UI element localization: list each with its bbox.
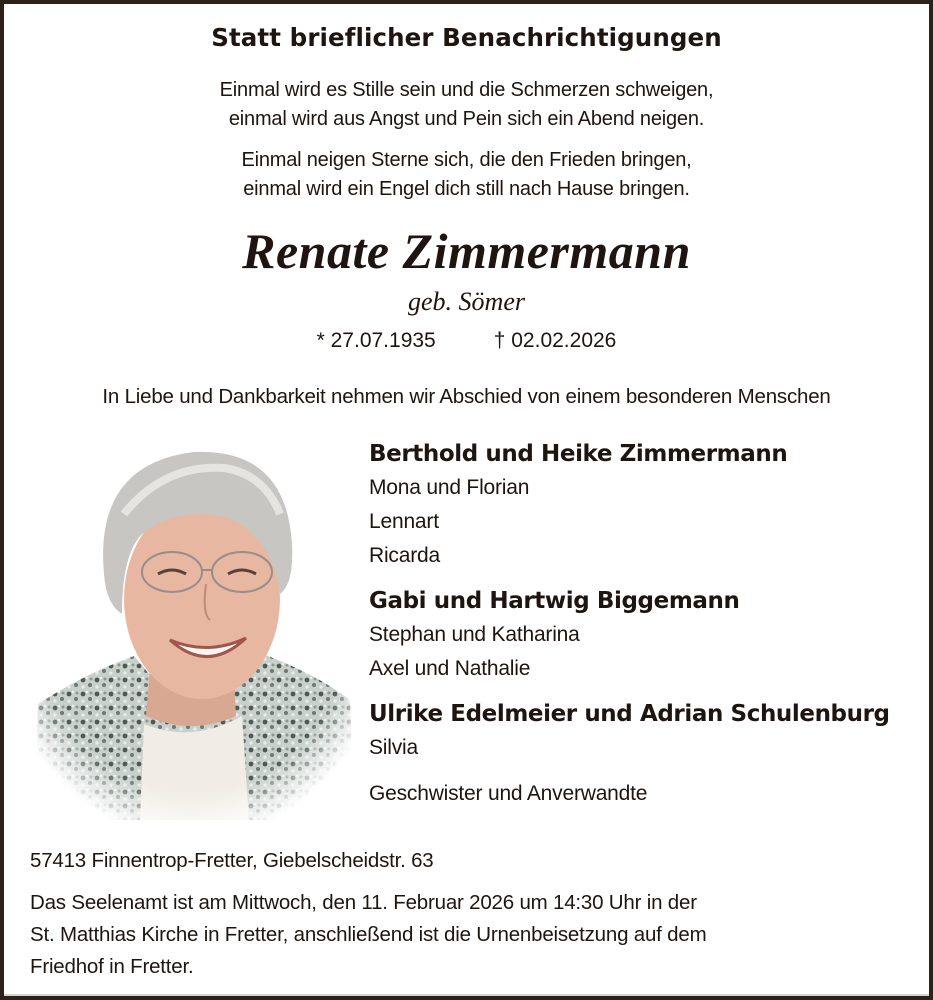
- family-group-head: Ulrike Edelmeier und Adrian Schulenburg: [369, 701, 890, 727]
- obituary-notice: [4, 4, 929, 996]
- death-date: † 02.02.2026: [493, 329, 617, 352]
- poem-line: Einmal neigen Sterne sich, die den Frieden bringen,: [241, 149, 692, 171]
- birth-date: * 27.07.1935: [316, 329, 436, 352]
- family-member: Stephan und Katharina: [369, 623, 580, 646]
- family-member: Silvia: [369, 736, 418, 759]
- poem-line: einmal wird ein Engel dich still nach Hause bringen.: [243, 178, 690, 200]
- service-line: St. Matthias Kirche in Fretter, anschließend ist die Urnenbeisetzung auf dem: [30, 923, 707, 946]
- family-group-head: Berthold und Heike Zimmermann: [369, 441, 788, 467]
- deceased-name: Renate Zimmermann: [242, 223, 691, 279]
- service-info: [30, 887, 910, 983]
- poem-line: einmal wird aus Angst und Pein sich ein Abend neigen.: [228, 108, 705, 130]
- family-list: [369, 438, 929, 811]
- service-line: Das Seelenamt ist am Mittwoch, den 11. Februar 2026 um 14:30 Uhr in der: [30, 891, 697, 914]
- farewell-line: In Liebe und Dankbarkeit nehmen wir Abschied von einem besonderen Menschen: [102, 385, 831, 408]
- family-member: Mona und Florian: [369, 476, 530, 499]
- poem-line: Einmal wird es Stille sein und die Schmerzen schweigen,: [219, 79, 714, 101]
- portrait-photo: [24, 424, 360, 820]
- family-group: [369, 698, 929, 765]
- poem-stanza-2: [4, 146, 929, 204]
- family-member: Axel und Nathalie: [369, 657, 531, 680]
- family-group: [369, 438, 929, 573]
- relatives-line: Geschwister und Anverwandte: [369, 782, 648, 805]
- family-group-head: Gabi und Hartwig Biggemann: [369, 588, 740, 614]
- notice-header: Statt brieflicher Benachrichtigungen: [211, 23, 722, 52]
- family-member: Ricarda: [369, 544, 440, 567]
- family-member: Lennart: [369, 510, 439, 533]
- family-group: [369, 585, 929, 686]
- poem-stanza-1: [4, 76, 929, 134]
- service-line: Friedhof in Fretter.: [30, 955, 194, 978]
- life-dates: [4, 329, 929, 353]
- maiden-name: geb. Sömer: [408, 287, 525, 316]
- portrait-icon: [24, 424, 360, 820]
- family-address: 57413 Finnentrop-Fretter, Giebelscheidstr. 63: [30, 849, 434, 872]
